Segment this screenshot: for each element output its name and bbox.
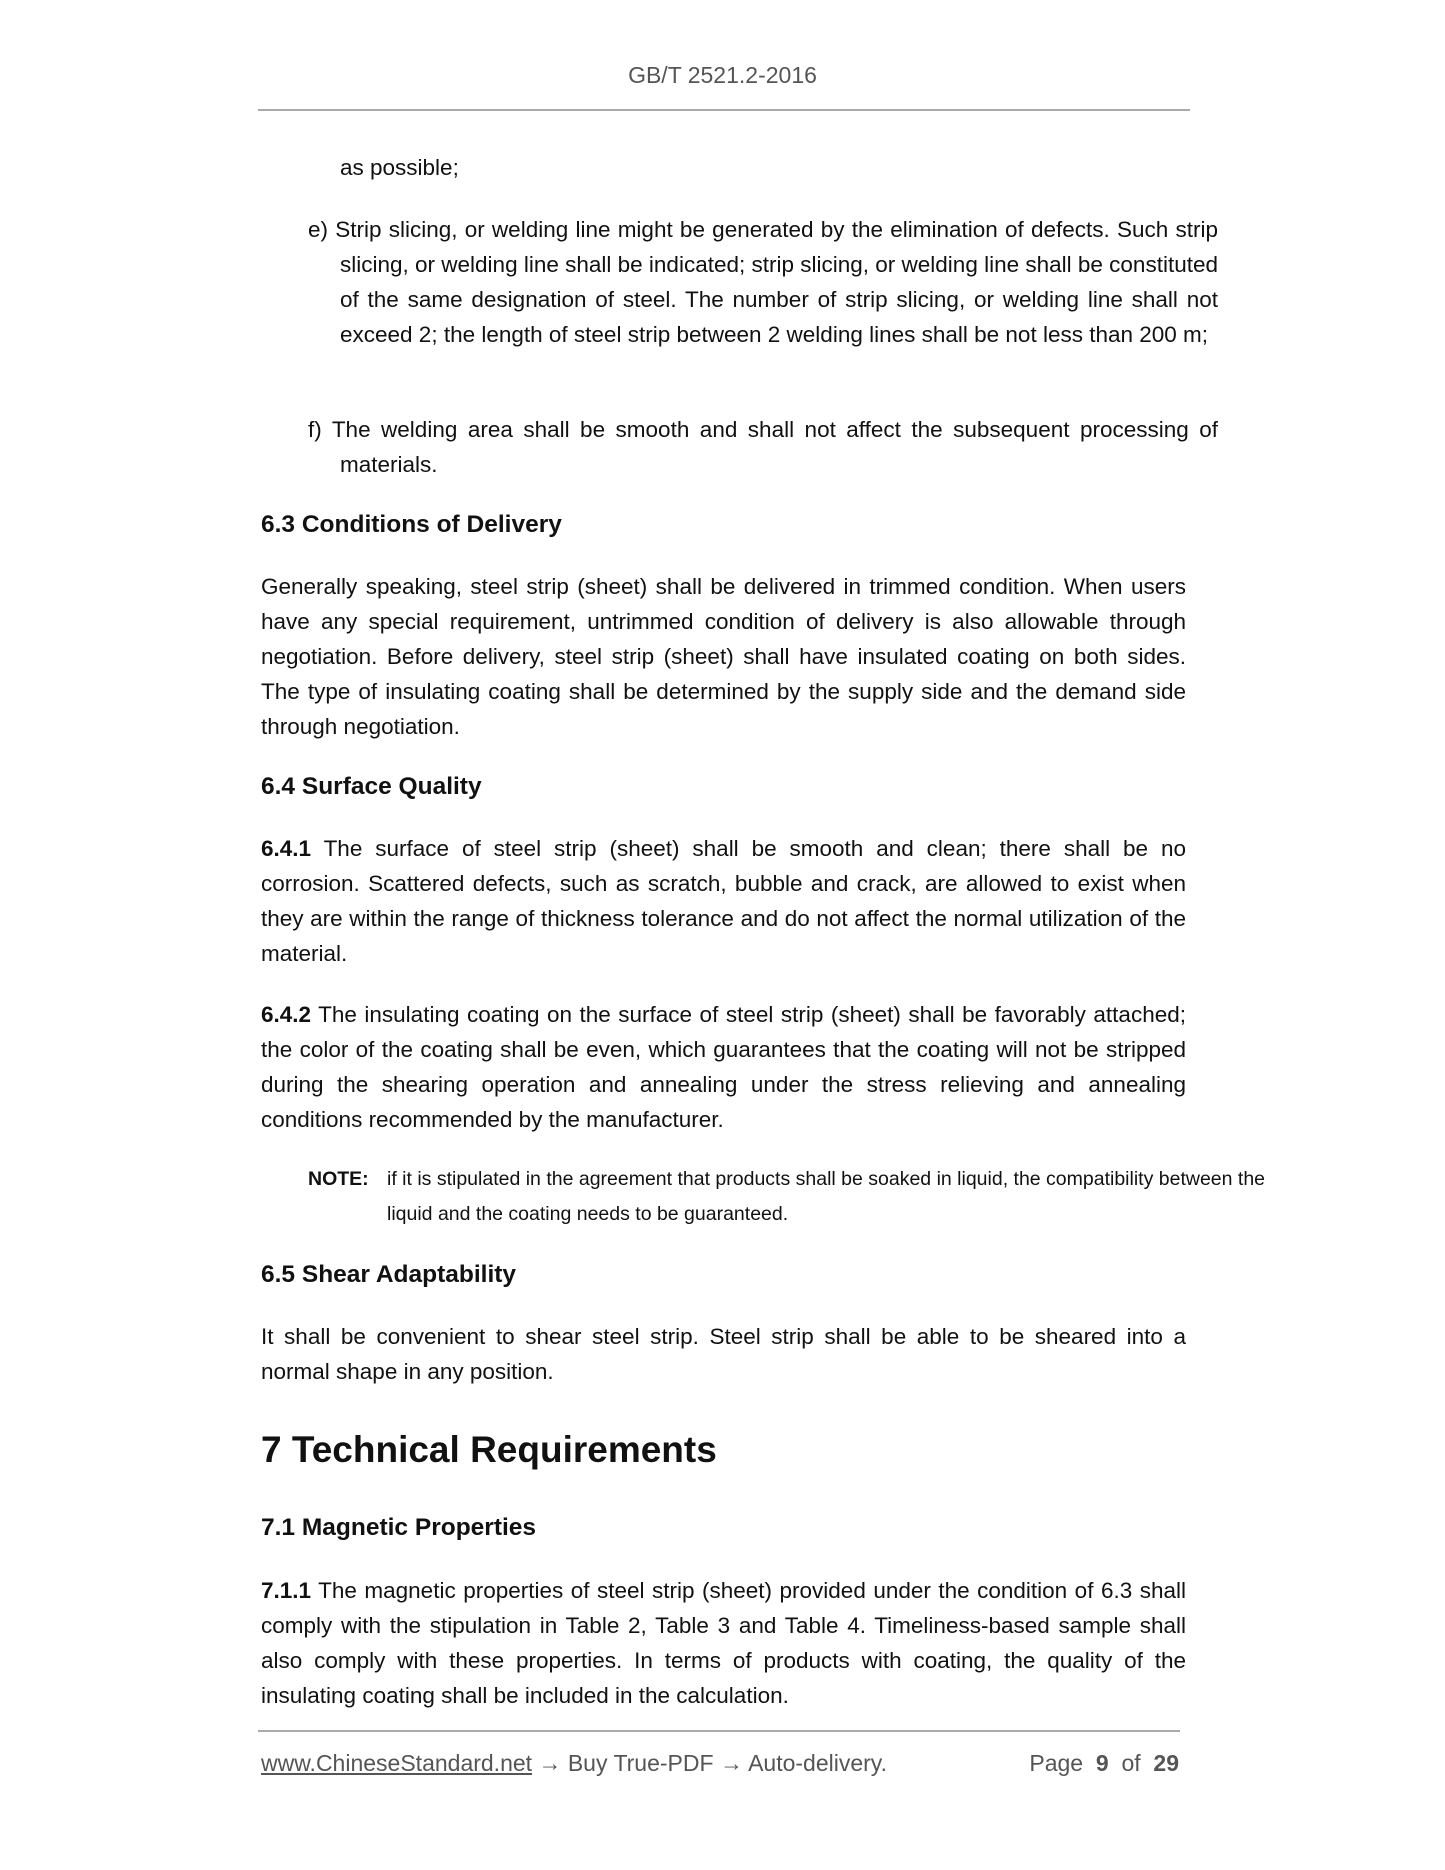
item-text: Strip slicing, or welding line might be generated by the elimination of defects. Such strip slicing, or welding line shall be indicated; strip slicing, or welding line shall be constituted of the same designation of steel. The number of strip slicing, or welding line shall not exceed 2; the length of steel strip between 2 welding lines shall be not less than 200 m; (335, 217, 1218, 347)
item-marker: f) (308, 417, 322, 442)
clause-number: 6.4.1 (261, 836, 312, 861)
page-total: 29 (1153, 1750, 1179, 1776)
page-number: 9 (1095, 1750, 1109, 1776)
arrow-icon: → (532, 1750, 568, 1776)
list-item-e (308, 212, 1218, 352)
buy-text: Buy True-PDF (567, 1750, 714, 1776)
clause-text: The magnetic properties of steel strip (sheet) provided under the condition of 6.3 shall comply with the stipulation in Table 2, Table 3 and Table 4. Timeliness-based sample shall also comply with these properties. In terms of products with coating, the quality of the insulating coating shall be included in the calculation. (261, 1578, 1186, 1708)
arrow-icon: → (713, 1750, 749, 1776)
clause-text: The surface of steel strip (sheet) shall be smooth and clean; there shall be no corrosion. Scattered defects, such as scratch, bubble and crack, are allowed to exist when they are within the range of thickness tolerance and do not affect the normal utilization of the material. (261, 836, 1186, 966)
clause-number: 7.1.1 (261, 1578, 312, 1603)
note-label: NOTE: (308, 1168, 369, 1190)
clause-text: The insulating coating on the surface of steel strip (sheet) shall be favorably attached; the color of the coating shall be even, which guarantees that the coating will not be stripped during the shearing operation and annealing under the stress relieving and annealing conditions recommended by the manufacturer. (261, 1002, 1186, 1132)
paragraph-6-5: It shall be convenient to shear steel strip. Steel strip shall be able to be sheared into a normal shape in any position. (261, 1324, 1186, 1384)
paragraph-7-1-1 (261, 1573, 1186, 1713)
of-label: of (1121, 1750, 1141, 1776)
page-indicator (1029, 1750, 1179, 1777)
list-item-f (308, 412, 1218, 482)
paragraph-6-4-2 (261, 997, 1186, 1137)
section-heading-6-4: 6.4 Surface Quality (261, 773, 482, 800)
delivery-text: Auto-delivery. (748, 1750, 887, 1776)
item-marker: e) (308, 217, 329, 242)
paragraph-6-4-1 (261, 831, 1186, 971)
clause-number: 6.4.2 (261, 1002, 312, 1027)
header-divider (258, 109, 1190, 111)
chapter-heading-7: 7 Technical Requirements (261, 1429, 717, 1470)
paragraph-6-3: Generally speaking, steel strip (sheet) shall be delivered in trimmed condition. When users have any special requirement, untrimmed condition of delivery is also allowable through negotiation. Before delivery, steel strip (sheet) shall have insulated coating on both sides. The type of insulating coating shall be determined by the supply side and the demand side through negotiation. (261, 574, 1186, 739)
section-heading-6-3: 6.3 Conditions of Delivery (261, 511, 562, 538)
section-heading-7-1: 7.1 Magnetic Properties (261, 1514, 537, 1541)
footer (261, 1750, 1179, 1777)
note (308, 1162, 1265, 1232)
continued-line: as possible; (340, 155, 459, 180)
section-heading-6-5: 6.5 Shear Adaptability (261, 1261, 517, 1288)
item-text: The welding area shall be smooth and shall not affect the subsequent processing of materials. (331, 417, 1218, 477)
website-link[interactable]: www.ChineseStandard.net (261, 1750, 533, 1776)
document-header: GB/T 2521.2-2016 (628, 62, 817, 88)
page-label: Page (1029, 1750, 1084, 1776)
note-text: if it is stipulated in the agreement that products shall be soaked in liquid, the compatibility between the liquid and the coating needs to be guaranteed. (387, 1168, 1266, 1225)
footer-divider (258, 1730, 1180, 1732)
